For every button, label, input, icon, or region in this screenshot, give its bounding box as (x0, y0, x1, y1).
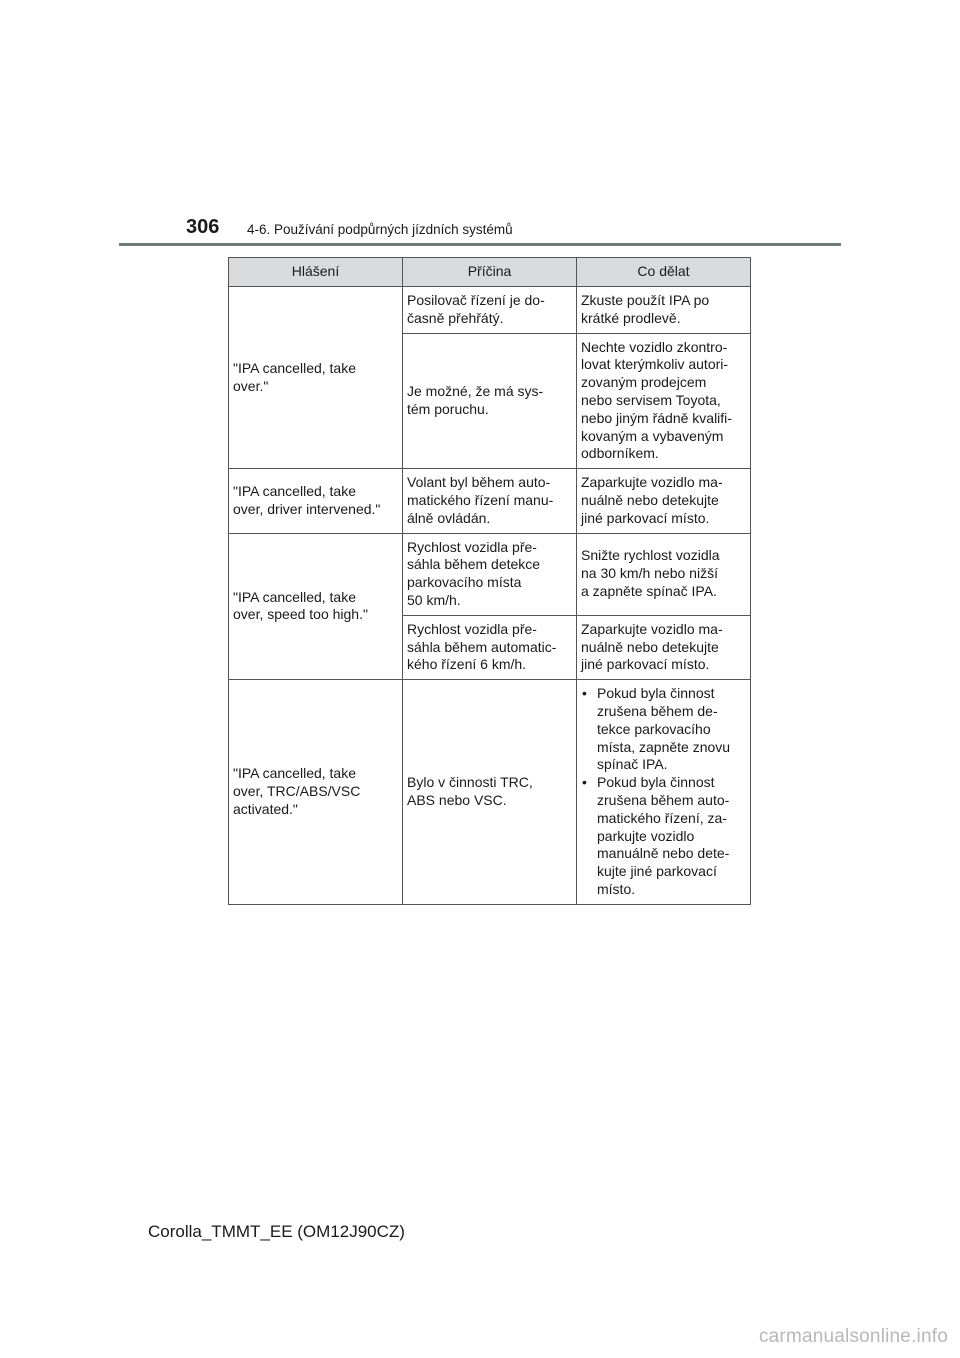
cause-text: Bylo v činnosti TRC, ABS nebo VSC. (407, 774, 533, 808)
cause-cell (403, 333, 577, 469)
bullet-icon: • (582, 685, 587, 702)
header-divider (119, 243, 841, 246)
action-cell (577, 615, 751, 679)
message-text: "IPA cancelled, take over, driver intervened." (233, 483, 381, 517)
message-text: "IPA cancelled, take over." (233, 359, 357, 394)
footer-document-code: Corolla_TMMT_EE (OM12J90CZ) (148, 1222, 405, 1241)
watermark: carmanualsonline.info (758, 1326, 948, 1347)
cause-text: Rychlost vozidla pře- sáhla během detekce parkovacího místa 50 km/h. (407, 538, 541, 608)
bullet-icon: • (582, 774, 587, 791)
action-cell (577, 533, 751, 615)
cause-text: Posilovač řízení je do- časně přehřátý. (407, 292, 545, 326)
action-text: Zaparkujte vozidlo ma- nuálně nebo detekujte jiné parkovací místo. (581, 620, 723, 673)
table-row (229, 469, 751, 533)
cause-text: Rychlost vozidla pře- sáhla během automatic- kého řízení 6 km/h. (407, 620, 557, 673)
bullet-text: Pokud byla činnost zrušena během auto- matického řízení, za- parkujte vozidlo manuálně nebo dete- kujte jiné parkovací místo. (597, 774, 730, 897)
table-header-row (229, 258, 751, 287)
page-number: 306 (186, 216, 220, 238)
action-text: Snižte rychlost vozidla na 30 km/h nebo nižší a zapněte spínač IPA. (581, 547, 720, 600)
cause-text: Volant byl během auto- matického řízení manu- álně ovládán. (407, 474, 554, 526)
column-header-action: Co dělat (577, 258, 751, 287)
bullet-text: Pokud byla činnost zrušena během de- tekce parkovacího místa, zapněte znovu spínač IPA. (597, 685, 731, 773)
action-text: Nechte vozidlo zkontro- lovat kterýmkoliv autori- zovaným prodejcem nebo servisem Toyota, nebo jiným řádně kvalifi- kovaným a vybaveným odborníkem. (581, 338, 732, 462)
message-cell (229, 680, 403, 905)
section-title: 4-6. Používání podpůrných jízdních systémů (247, 222, 513, 237)
action-cell (577, 469, 751, 533)
message-text: "IPA cancelled, take over, TRC/ABS/VSC activated." (233, 765, 361, 817)
column-header-cause: Příčina (403, 258, 577, 287)
table-row (229, 287, 751, 334)
list-item (581, 685, 746, 774)
cause-cell (403, 615, 577, 679)
messages-table (228, 257, 751, 905)
message-cell (229, 469, 403, 533)
column-header-message: Hlášení (229, 258, 403, 287)
cause-cell (403, 469, 577, 533)
action-bullet-list (581, 685, 746, 899)
action-cell (577, 680, 751, 905)
action-text: Zaparkujte vozidlo ma- nuálně nebo detekujte jiné parkovací místo. (581, 474, 723, 526)
cause-cell (403, 287, 577, 334)
cause-text: Je možné, že má sys- tém poruchu. (407, 383, 544, 417)
cause-cell (403, 533, 577, 615)
action-cell (577, 287, 751, 334)
message-cell (229, 533, 403, 680)
table-row (229, 680, 751, 905)
action-cell (577, 333, 751, 469)
action-text: Zkuste použít IPA po krátké prodlevě. (581, 292, 710, 326)
list-item (581, 774, 746, 899)
message-cell (229, 287, 403, 469)
table-row (229, 533, 751, 615)
cause-cell (403, 680, 577, 905)
message-text: "IPA cancelled, take over, speed too high." (233, 588, 368, 623)
